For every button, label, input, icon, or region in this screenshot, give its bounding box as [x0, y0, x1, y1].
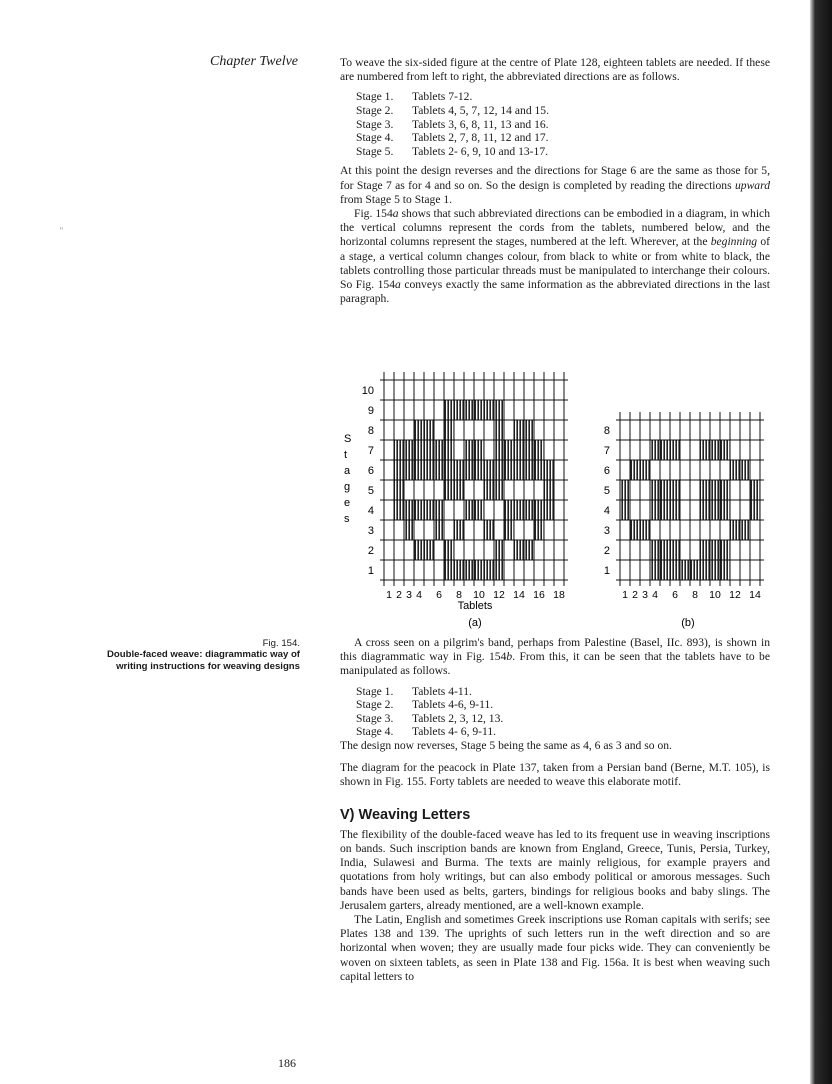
y-tick-label: 2 — [367, 545, 374, 557]
fig-154-diagram — [330, 368, 770, 636]
x-tick-label: 8 — [692, 589, 698, 601]
stage-text: Tablets 4, 5, 7, 12, 14 and 15. — [412, 104, 550, 117]
filled-cell — [524, 440, 534, 460]
diagram-b-label: (b) — [681, 617, 695, 629]
running-head: Chapter Twelve — [210, 54, 299, 69]
stage-label: Stage 2. — [356, 104, 394, 117]
x-tick-label: 6 — [436, 589, 442, 601]
filled-cell — [434, 520, 444, 540]
filled-cell — [424, 500, 434, 520]
filled-cell — [434, 440, 444, 460]
stage-row — [356, 685, 770, 699]
stages-label-letter: e — [344, 497, 351, 509]
filled-cell — [484, 480, 494, 500]
filled-cell — [660, 560, 670, 580]
filled-cell — [750, 500, 760, 520]
filled-cell — [414, 460, 424, 480]
filled-cell — [514, 420, 524, 440]
stage-list-b — [356, 685, 770, 739]
y-tick-label: 1 — [603, 565, 610, 577]
filled-cell — [700, 480, 710, 500]
filled-cell — [650, 500, 660, 520]
filled-cell — [534, 460, 544, 480]
x-tick-label: 14 — [513, 589, 525, 601]
filled-cell — [504, 520, 514, 540]
x-tick-label: 3 — [642, 589, 648, 601]
x-tick-label: 3 — [406, 589, 412, 601]
stage-row — [356, 698, 770, 712]
x-tick-label: 10 — [709, 589, 721, 601]
filled-cell — [544, 480, 554, 500]
filled-cell — [534, 520, 544, 540]
filled-cell — [504, 460, 514, 480]
filled-cell — [650, 440, 660, 460]
filled-cell — [444, 480, 454, 500]
y-tick-label: 4 — [367, 505, 374, 517]
filled-cell — [454, 460, 464, 480]
filled-cell — [454, 560, 464, 580]
filled-cell — [534, 440, 544, 460]
filled-cell — [620, 480, 630, 500]
filled-cell — [414, 500, 424, 520]
filled-cell — [524, 460, 534, 480]
stages-label-letter: t — [344, 449, 348, 461]
y-tick-label: 4 — [603, 505, 610, 517]
stage-row — [356, 104, 770, 118]
filled-cell — [710, 440, 720, 460]
filled-cell — [524, 540, 534, 560]
y-tick-label: 6 — [603, 465, 610, 477]
filled-cell — [660, 480, 670, 500]
caption-description: Double-faced weave: diagrammatic way of writing instructions for weaving designs — [107, 649, 300, 672]
filled-cell — [710, 500, 720, 520]
stages-label-letter: S — [344, 433, 352, 445]
filled-cell — [650, 480, 660, 500]
filled-cell — [670, 560, 680, 580]
y-tick-label: 10 — [361, 385, 374, 397]
stage-text: Tablets 3, 6, 8, 11, 13 and 16. — [412, 117, 549, 131]
lower-text-column — [340, 636, 770, 984]
stage-label: Stage 3. — [356, 711, 394, 725]
filled-cell — [434, 460, 444, 480]
filled-cell — [650, 540, 660, 560]
page-number: 186 — [278, 1056, 296, 1070]
filled-cell — [544, 500, 554, 520]
filled-cell — [424, 540, 434, 560]
stage-row — [356, 131, 770, 145]
filled-cell — [690, 560, 700, 580]
filled-cell — [444, 560, 454, 580]
stage-row — [356, 90, 770, 104]
filled-cell — [474, 460, 484, 480]
filled-cell — [394, 500, 404, 520]
filled-cell — [414, 540, 424, 560]
filled-cell — [494, 460, 504, 480]
stage-label: Stage 5. — [356, 144, 394, 158]
filled-cell — [670, 480, 680, 500]
filled-cell — [474, 440, 484, 460]
diagram-a — [362, 372, 568, 601]
filled-cell — [484, 460, 494, 480]
filled-cell — [514, 500, 524, 520]
filled-cell — [750, 480, 760, 500]
x-tick-label: 18 — [553, 589, 565, 601]
filled-cell — [424, 440, 434, 460]
filled-cell — [504, 500, 514, 520]
x-tick-label: 4 — [416, 589, 422, 601]
filled-cell — [504, 440, 514, 460]
x-tick-label: 1 — [622, 589, 628, 601]
stage-list-a — [356, 90, 770, 158]
stage-row — [356, 725, 770, 739]
filled-cell — [404, 460, 414, 480]
filled-cell — [700, 560, 710, 580]
filled-cell — [670, 500, 680, 520]
filled-cell — [730, 520, 740, 540]
y-tick-label: 7 — [603, 445, 610, 457]
filled-cell — [650, 560, 660, 580]
filled-cell — [424, 420, 434, 440]
cross-paragraph: A cross seen on a pilgrim's band, perhaps from Palestine (Basel, IIc. 893), is shown in this diagrammatic way in Fig. 154b. From this, it can be seen that the tablets have to be manipulated as follows. — [340, 636, 770, 678]
y-tick-label: 3 — [603, 525, 610, 537]
filled-cell — [710, 540, 720, 560]
filled-cell — [494, 400, 504, 420]
x-tick-label: 4 — [652, 589, 658, 601]
page-edge-shadow — [810, 0, 832, 1084]
filled-cell — [454, 520, 464, 540]
stages-axis-label — [344, 433, 351, 525]
filled-cell — [700, 440, 710, 460]
stage-text: Tablets 2, 7, 8, 11, 12 and 17. — [412, 131, 549, 145]
filled-cell — [720, 480, 730, 500]
filled-cell — [494, 560, 504, 580]
x-tick-label: 10 — [473, 589, 485, 601]
stage-row — [356, 712, 770, 726]
filled-cell — [514, 460, 524, 480]
x-tick-label: 14 — [749, 589, 761, 601]
filled-cell — [444, 460, 454, 480]
stages-label-letter: s — [344, 513, 350, 525]
x-tick-label: 2 — [396, 589, 402, 601]
filled-cell — [464, 460, 474, 480]
filled-cell — [474, 560, 484, 580]
filled-cell — [640, 520, 650, 540]
diagram-b — [604, 412, 764, 601]
stage-text: Tablets 2- 6, 9, 10 and 13-17. — [412, 144, 549, 158]
filled-cell — [474, 500, 484, 520]
filled-cell — [404, 440, 414, 460]
filled-cell — [700, 540, 710, 560]
filled-cell — [544, 460, 554, 480]
filled-cell — [630, 520, 640, 540]
filled-cell — [404, 500, 414, 520]
section-heading: V) Weaving Letters — [340, 806, 471, 823]
filled-cell — [730, 460, 740, 480]
filled-cell — [620, 500, 630, 520]
x-tick-label: 12 — [729, 589, 741, 601]
filled-cell — [494, 480, 504, 500]
caption-number: Fig. 154. — [262, 638, 300, 649]
filled-cell — [414, 440, 424, 460]
x-tick-label: 8 — [456, 589, 462, 601]
filled-cell — [484, 560, 494, 580]
x-tick-label: 6 — [672, 589, 678, 601]
y-tick-label: 6 — [367, 465, 374, 477]
filled-cell — [700, 500, 710, 520]
filled-cell — [464, 500, 474, 520]
filled-cell — [444, 400, 454, 420]
stages-label-letter: g — [344, 481, 351, 493]
filled-cell — [514, 440, 524, 460]
stage-text: Tablets 4-11. — [412, 684, 472, 698]
filled-cell — [660, 440, 670, 460]
figure-caption — [90, 638, 300, 672]
letters-paragraph-2: The Latin, English and sometimes Greek inscriptions use Roman capitals with serifs; see Plates 138 and 139. The uprights of such letters run in the weft direction and so are horizontal when woven; they are usually made four picks wide. They can conveniently be woven on sixteen tablets, as seen in Plate 138 and Fig. 156a. It is best when weaving such capital letters to — [340, 913, 770, 983]
filled-cell — [660, 540, 670, 560]
filled-cell — [740, 460, 750, 480]
filled-cell — [720, 560, 730, 580]
stage-text: Tablets 4- 6, 9-11. — [412, 725, 497, 739]
filled-cell — [454, 480, 464, 500]
stage-row — [356, 145, 770, 159]
filled-cell — [464, 400, 474, 420]
filled-cell — [494, 540, 504, 560]
filled-cell — [394, 480, 404, 500]
filled-cell — [434, 500, 444, 520]
filled-cell — [484, 400, 494, 420]
stage-label: Stage 3. — [356, 117, 394, 131]
filled-cell — [444, 540, 454, 560]
filled-cell — [424, 460, 434, 480]
filled-cell — [710, 560, 720, 580]
stage-text: Tablets 7-12. — [412, 90, 473, 104]
x-tick-label: 12 — [493, 589, 505, 601]
filled-cell — [494, 420, 504, 440]
stage-label: Stage 1. — [356, 90, 394, 104]
filled-cell — [720, 540, 730, 560]
stage-label: Stage 4. — [356, 131, 394, 145]
filled-cell — [524, 500, 534, 520]
filled-cell — [404, 520, 414, 540]
filled-cell — [514, 540, 524, 560]
filled-cell — [474, 400, 484, 420]
stage-text: Tablets 2, 3, 12, 13. — [412, 711, 504, 725]
filled-cell — [670, 540, 680, 560]
y-tick-label: 5 — [367, 485, 374, 497]
filled-cell — [524, 420, 534, 440]
y-tick-label: 5 — [603, 485, 610, 497]
reverse-note: The design now reverses, Stage 5 being the same as 4, 6 as 3 and so on. — [340, 738, 672, 752]
x-tick-label: 2 — [632, 589, 638, 601]
filled-cell — [640, 460, 650, 480]
y-tick-label: 9 — [367, 405, 374, 417]
x-tick-label: 16 — [533, 589, 545, 601]
stage-label: Stage 1. — [356, 684, 394, 698]
stage-row — [356, 118, 770, 132]
filled-cell — [464, 560, 474, 580]
filled-cell — [720, 500, 730, 520]
filled-cell — [534, 500, 544, 520]
upper-text-column — [340, 56, 770, 306]
y-tick-label: 8 — [603, 425, 610, 437]
filled-cell — [740, 520, 750, 540]
filled-cell — [464, 440, 474, 460]
filled-cell — [494, 440, 504, 460]
stage-text: Tablets 4-6, 9-11. — [412, 698, 494, 712]
y-tick-label: 3 — [367, 525, 374, 537]
x-tick-label: 1 — [386, 589, 392, 601]
filled-cell — [484, 520, 494, 540]
filled-cell — [414, 420, 424, 440]
reverse-paragraph: At this point the design reverses and the directions for Stage 6 are the same as those for 5, for Stage 7 as for 4 and so on. So the design is completed by reading the directions upward from Stage 5 to Stage 1. — [340, 164, 770, 206]
filled-cell — [394, 460, 404, 480]
fig-explanation-paragraph: Fig. 154a shows that such abbreviated directions can be embodied in a diagram, in which the vertical columns represent the cords from the tablets, numbered below, and the horizontal columns represent the stages, numbered at the left. Wherever, at the beginning of a stage, a vertical column changes colour, from black to white or from white to black, the tablets controlling those particular threads must be manipulated to interchange their colours. So Fig. 154a conveys exactly the same information as the abbreviated directions in the last paragraph. — [340, 206, 770, 306]
y-tick-label: 8 — [367, 425, 374, 437]
peacock-paragraph: The diagram for the peacock in Plate 137, taken from a Persian band (Berne, M.T. 105), is shown in Fig. 155. Forty tablets are needed to weave this elaborate motif. — [340, 761, 770, 789]
filled-cell — [444, 420, 454, 440]
stage-label: Stage 2. — [356, 698, 394, 712]
filled-cell — [454, 400, 464, 420]
intro-paragraph: To weave the six-sided figure at the centre of Plate 128, eighteen tablets are needed. If these are numbered from left to right, the abbreviated directions are as follows. — [340, 56, 770, 84]
filled-cell — [680, 560, 690, 580]
y-tick-label: 2 — [603, 545, 610, 557]
filled-cell — [670, 440, 680, 460]
stage-label: Stage 4. — [356, 725, 394, 739]
filled-cell — [710, 480, 720, 500]
filled-cell — [394, 440, 404, 460]
filled-cell — [720, 440, 730, 460]
tablets-axis-label: Tablets — [457, 600, 493, 612]
y-tick-label: 1 — [367, 565, 374, 577]
stages-label-letter: a — [344, 465, 351, 477]
stray-mark: '' — [60, 226, 63, 235]
diagram-a-label: (a) — [468, 617, 482, 629]
filled-cell — [444, 440, 454, 460]
filled-cell — [660, 500, 670, 520]
y-tick-label: 7 — [367, 445, 374, 457]
filled-cell — [630, 460, 640, 480]
letters-paragraph-1: The flexibility of the double-faced weave has led to its frequent use in weaving inscriptions on bands. Such inscription bands are known from England, Greece, Tunis, Persia, Turkey, India, Sulawesi and Burma. The texts are mainly religious, for example prayers and quotations from holy writings, but can also embody political or amorous messages. Such bands have been used as belts, garters, bindings for religious books and baby slings. The Jerusalem garters, already mentioned, are a well-known example. — [340, 827, 770, 912]
